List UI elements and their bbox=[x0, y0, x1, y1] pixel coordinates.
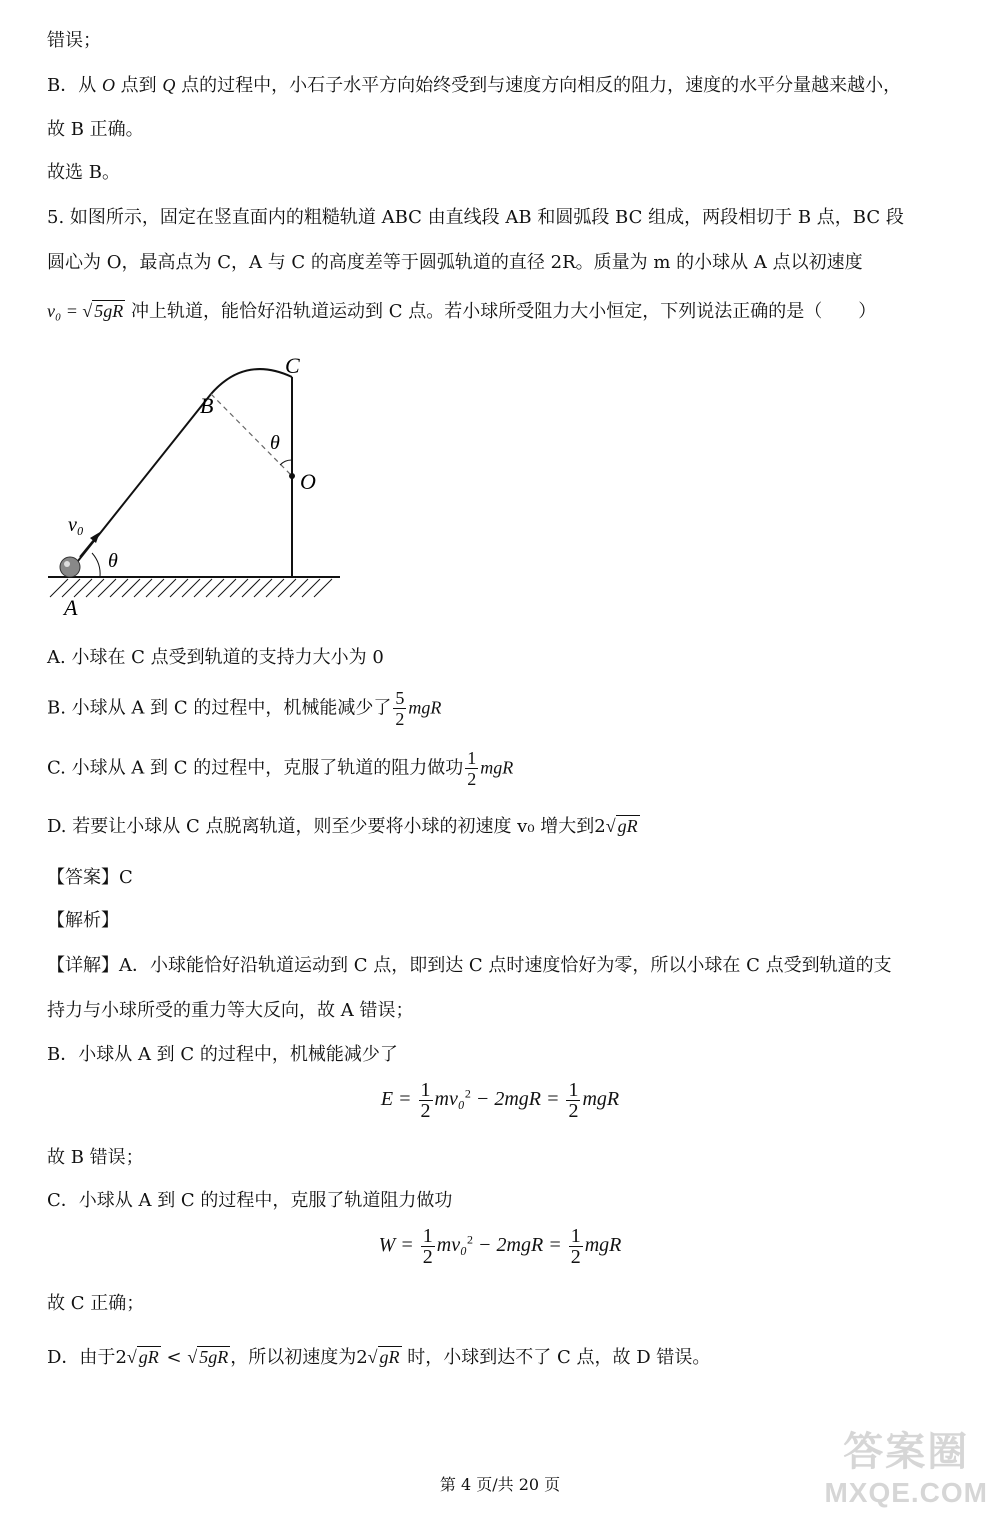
question-line bbox=[47, 298, 876, 325]
text-fragment: 2 bbox=[115, 1347, 127, 1368]
radicand: gR bbox=[138, 1347, 159, 1367]
text-fragment: O bbox=[101, 75, 115, 95]
text-line: 错误； bbox=[47, 30, 101, 51]
sqrt-expression: √ 5gR bbox=[187, 1347, 229, 1367]
option-b bbox=[47, 688, 441, 729]
exponent: 2 bbox=[464, 1086, 471, 1101]
sqrt-expression: √ 5gR bbox=[82, 301, 124, 321]
ball bbox=[60, 557, 80, 577]
eq-fragment: W = bbox=[378, 1234, 414, 1257]
text-fragment: < bbox=[160, 1347, 188, 1368]
detail-line: 【详解】A．小球能恰好沿轨道运动到 C 点，即到达 C 点时速度恰好为零，所以小球在 C 点受到轨道的支 bbox=[47, 955, 892, 976]
detail-line: B．小球从 A 到 C 的过程中，机械能减少了 bbox=[47, 1044, 398, 1065]
watermark-text: 答案圈 bbox=[843, 1430, 970, 1474]
eq-fragment: mgR bbox=[582, 1088, 620, 1111]
eq-fragment: mgR bbox=[584, 1234, 622, 1257]
watermark-url: MXQE.COM bbox=[824, 1477, 988, 1508]
option-c bbox=[47, 748, 513, 789]
denominator: 2 bbox=[568, 1100, 579, 1122]
text-fragment: mgR bbox=[408, 697, 442, 718]
text-fragment: mgR bbox=[480, 757, 514, 778]
text-fragment: 时，小球到达不了 C 点，故 D 错误。 bbox=[401, 1347, 711, 1368]
sqrt-expression: √ gR bbox=[605, 816, 638, 836]
text-fragment: C. 小球从 A 到 C 的过程中，克服了轨道的阻力做功 bbox=[47, 757, 464, 779]
track-diagram bbox=[40, 345, 360, 625]
text-fragment: D．由于 bbox=[47, 1347, 116, 1368]
detail-line: 故 C 正确； bbox=[47, 1293, 145, 1314]
text-line: 故选 B。 bbox=[47, 162, 120, 183]
numerator: 5 bbox=[395, 688, 405, 708]
option-a: A. 小球在 C 点受到轨道的支持力大小为 0 bbox=[47, 647, 384, 668]
track-arc-bc bbox=[211, 369, 292, 394]
eq-fragment: E = bbox=[380, 1088, 412, 1111]
eq-fragment: − 2mgR = bbox=[478, 1234, 562, 1257]
page-footer: 第 4 页/共 20 页 bbox=[439, 1475, 561, 1494]
eq-fragment: mv₀ bbox=[434, 1088, 465, 1111]
text-fragment: ，所以初速度为 bbox=[230, 1347, 357, 1368]
denominator: 2 bbox=[420, 1100, 431, 1122]
text-fragment: 2 bbox=[594, 816, 606, 837]
text-fragment: 点到 bbox=[114, 75, 163, 96]
ground-hatching bbox=[50, 579, 332, 597]
numerator: 1 bbox=[422, 1225, 433, 1247]
numerator: 1 bbox=[570, 1225, 581, 1247]
denominator: 2 bbox=[395, 709, 405, 729]
label-o: O bbox=[300, 469, 316, 494]
analysis-heading: 【解析】 bbox=[47, 910, 119, 931]
eq-fragment: − 2mgR = bbox=[475, 1088, 560, 1111]
fraction bbox=[421, 1226, 435, 1267]
denominator: 2 bbox=[570, 1246, 581, 1268]
numerator: 1 bbox=[467, 748, 477, 768]
sqrt-expression: √ gR bbox=[367, 1347, 400, 1367]
label-v0: v₀ bbox=[68, 514, 84, 536]
detail-line: 持力与小球所受的重力等大反向，故 A 错误； bbox=[47, 1000, 414, 1021]
question-line: 5. 如图所示，固定在竖直面内的粗糙轨道 ABC 由直线段 AB 和圆弧段 BC 组成，两段相切于 B 点，BC 段 bbox=[47, 207, 904, 228]
ball-highlight bbox=[64, 561, 70, 567]
text-fragment: B．从 bbox=[47, 75, 102, 96]
angle-arc-top bbox=[280, 460, 292, 465]
numerator: 1 bbox=[568, 1079, 579, 1101]
label-theta-bottom: θ bbox=[108, 550, 118, 572]
equation-1 bbox=[0, 1080, 1000, 1121]
text-fragment: 冲上轨道，能恰好沿轨道运动到 C 点。若小球所受阻力大小恒定，下列说法正确的是（ ） bbox=[125, 301, 877, 322]
text-fragment: B. 小球从 A 到 C 的过程中，机械能减少了 bbox=[47, 697, 392, 719]
radicand: 5gR bbox=[199, 1347, 229, 1367]
denominator: 2 bbox=[422, 1246, 433, 1268]
detail-line: 故 B 错误； bbox=[47, 1147, 144, 1168]
label-theta-top: θ bbox=[270, 432, 280, 454]
question-line: 圆心为 O，最高点为 C，A 与 C 的高度差等于圆弧轨道的直径 2R。质量为 m 的小球从 A 点以初速度 bbox=[47, 252, 863, 273]
detail-line bbox=[47, 1344, 710, 1371]
eq-fragment: mv₀ bbox=[436, 1234, 468, 1257]
text-line bbox=[47, 72, 901, 99]
radicand: gR bbox=[617, 816, 638, 836]
radius-dashed bbox=[211, 394, 292, 476]
text-fragment: D. 若要让小球从 C 点脱离轨道，则至少要将小球的初速度 v₀ 增大到 bbox=[47, 816, 595, 837]
sqrt-expression: √ gR bbox=[126, 1347, 159, 1367]
text-fragment: 2 bbox=[356, 1347, 368, 1368]
text-fragment: Q bbox=[162, 75, 176, 95]
option-d bbox=[47, 813, 640, 840]
radicand: gR bbox=[379, 1347, 400, 1367]
fraction bbox=[569, 1226, 583, 1267]
numerator: 1 bbox=[420, 1079, 431, 1101]
label-c: C bbox=[285, 353, 300, 378]
text-line: 故 B 正确。 bbox=[47, 119, 144, 140]
label-a: A bbox=[64, 595, 78, 620]
center-point bbox=[289, 473, 295, 479]
answer-line: 【答案】C bbox=[47, 867, 133, 888]
denominator: 2 bbox=[467, 769, 477, 789]
detail-line: C．小球从 A 到 C 的过程中，克服了轨道阻力做功 bbox=[47, 1190, 453, 1211]
fraction bbox=[393, 688, 406, 729]
watermark-logo bbox=[824, 1420, 988, 1509]
radicand: 5gR bbox=[94, 301, 124, 321]
fraction bbox=[419, 1080, 433, 1121]
equation-2 bbox=[0, 1226, 1000, 1267]
fraction bbox=[465, 748, 478, 789]
exponent: 2 bbox=[467, 1232, 474, 1247]
angle-arc-bottom bbox=[92, 553, 100, 577]
velocity-expression: v₀ = bbox=[47, 301, 83, 321]
text-fragment: 点的过程中，小石子水平方向始终受到与速度方向相反的阻力，速度的水平分量越来越小， bbox=[175, 75, 902, 96]
velocity-arrowhead bbox=[90, 532, 100, 543]
fraction bbox=[566, 1080, 580, 1121]
label-b: B bbox=[200, 393, 214, 418]
